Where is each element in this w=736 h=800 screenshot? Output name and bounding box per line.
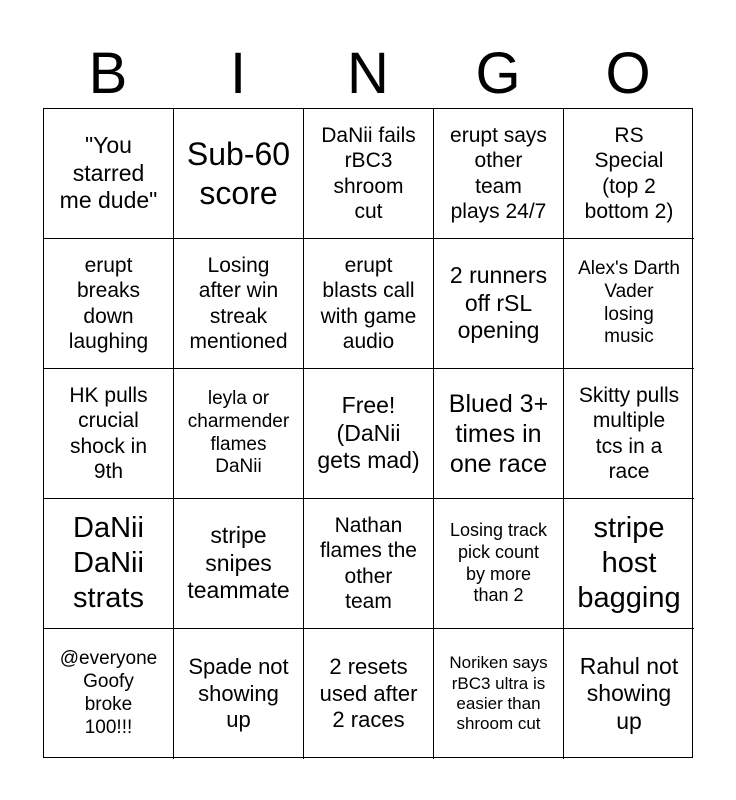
bingo-header: [43, 40, 693, 108]
bingo-cell[interactable]: [564, 239, 694, 369]
bingo-cell-text: 2 runners off rSL opening: [449, 262, 548, 344]
bingo-cell[interactable]: [304, 239, 434, 369]
header-letter-g: G: [475, 41, 521, 106]
bingo-cell[interactable]: [174, 499, 304, 629]
bingo-cell-text: erupt says other team plays 24/7: [450, 124, 547, 223]
bingo-cell[interactable]: [44, 109, 174, 239]
bingo-cell[interactable]: [304, 629, 434, 759]
bingo-board: [43, 108, 693, 758]
bingo-cell[interactable]: [44, 629, 174, 759]
bingo-cell-text: stripe host bagging: [577, 512, 681, 614]
bingo-cell[interactable]: [304, 109, 434, 239]
bingo-cell[interactable]: [44, 369, 174, 499]
bingo-cell[interactable]: [434, 369, 564, 499]
bingo-cell-text: erupt breaks down laughing: [68, 254, 149, 353]
bingo-cell-text: Spade not showing up: [188, 654, 289, 733]
bingo-cell[interactable]: [564, 369, 694, 499]
bingo-cell[interactable]: [174, 239, 304, 369]
bingo-cell-text: DaNii fails rBC3 shroom cut: [321, 124, 416, 223]
header-letter-i: I: [229, 41, 247, 106]
bingo-cell[interactable]: [564, 109, 694, 239]
bingo-cell[interactable]: [434, 629, 564, 759]
bingo-cell-text: Nathan flames the other team: [320, 514, 417, 613]
bingo-cell-text: "You starred me dude": [59, 132, 158, 214]
bingo-cell[interactable]: [174, 369, 304, 499]
bingo-cell[interactable]: [434, 239, 564, 369]
bingo-cell-text: Skitty pulls multiple tcs in a race: [578, 384, 680, 483]
bingo-cell-text: RS Special (top 2 bottom 2): [584, 124, 674, 223]
bingo-cell[interactable]: [564, 629, 694, 759]
bingo-cell[interactable]: [174, 629, 304, 759]
bingo-cell[interactable]: [44, 239, 174, 369]
bingo-cell[interactable]: [434, 499, 564, 629]
bingo-cell-text: Blued 3+ times in one race: [448, 389, 549, 478]
header-letter-o: O: [605, 41, 651, 106]
bingo-cell-text: @everyone Goofy broke 100!!!: [59, 648, 158, 738]
bingo-cell[interactable]: [174, 109, 304, 239]
bingo-cell-text: Losing after win streak mentioned: [189, 254, 288, 353]
header-letter-n: N: [347, 41, 389, 106]
bingo-cell-text: erupt blasts call with game audio: [320, 254, 417, 353]
bingo-cell-text: Free! (DaNii gets mad): [317, 392, 420, 474]
bingo-cell-text: Rahul not showing up: [579, 652, 679, 734]
bingo-cell[interactable]: [304, 499, 434, 629]
bingo-cell-text: DaNii DaNii strats: [73, 512, 144, 614]
bingo-cell[interactable]: [564, 499, 694, 629]
bingo-cell-text: stripe snipes teammate: [187, 522, 290, 604]
bingo-cell-text: Losing track pick count by more than 2: [449, 520, 548, 606]
bingo-cell-text: HK pulls crucial shock in 9th: [69, 384, 148, 483]
bingo-cell-text: Noriken says rBC3 ultra is easier than shroom cut: [449, 653, 548, 734]
bingo-cell[interactable]: [44, 499, 174, 629]
bingo-cell-text: 2 resets used after 2 races: [319, 654, 418, 733]
bingo-cell-text: Alex's Darth Vader losing music: [578, 257, 680, 348]
bingo-cell-text: leyla or charmender flames DaNii: [187, 387, 290, 478]
bingo-cell[interactable]: [304, 369, 434, 499]
bingo-cell-text: Sub-60 score: [186, 136, 291, 211]
header-letter-b: B: [88, 41, 128, 106]
bingo-cell[interactable]: [434, 109, 564, 239]
